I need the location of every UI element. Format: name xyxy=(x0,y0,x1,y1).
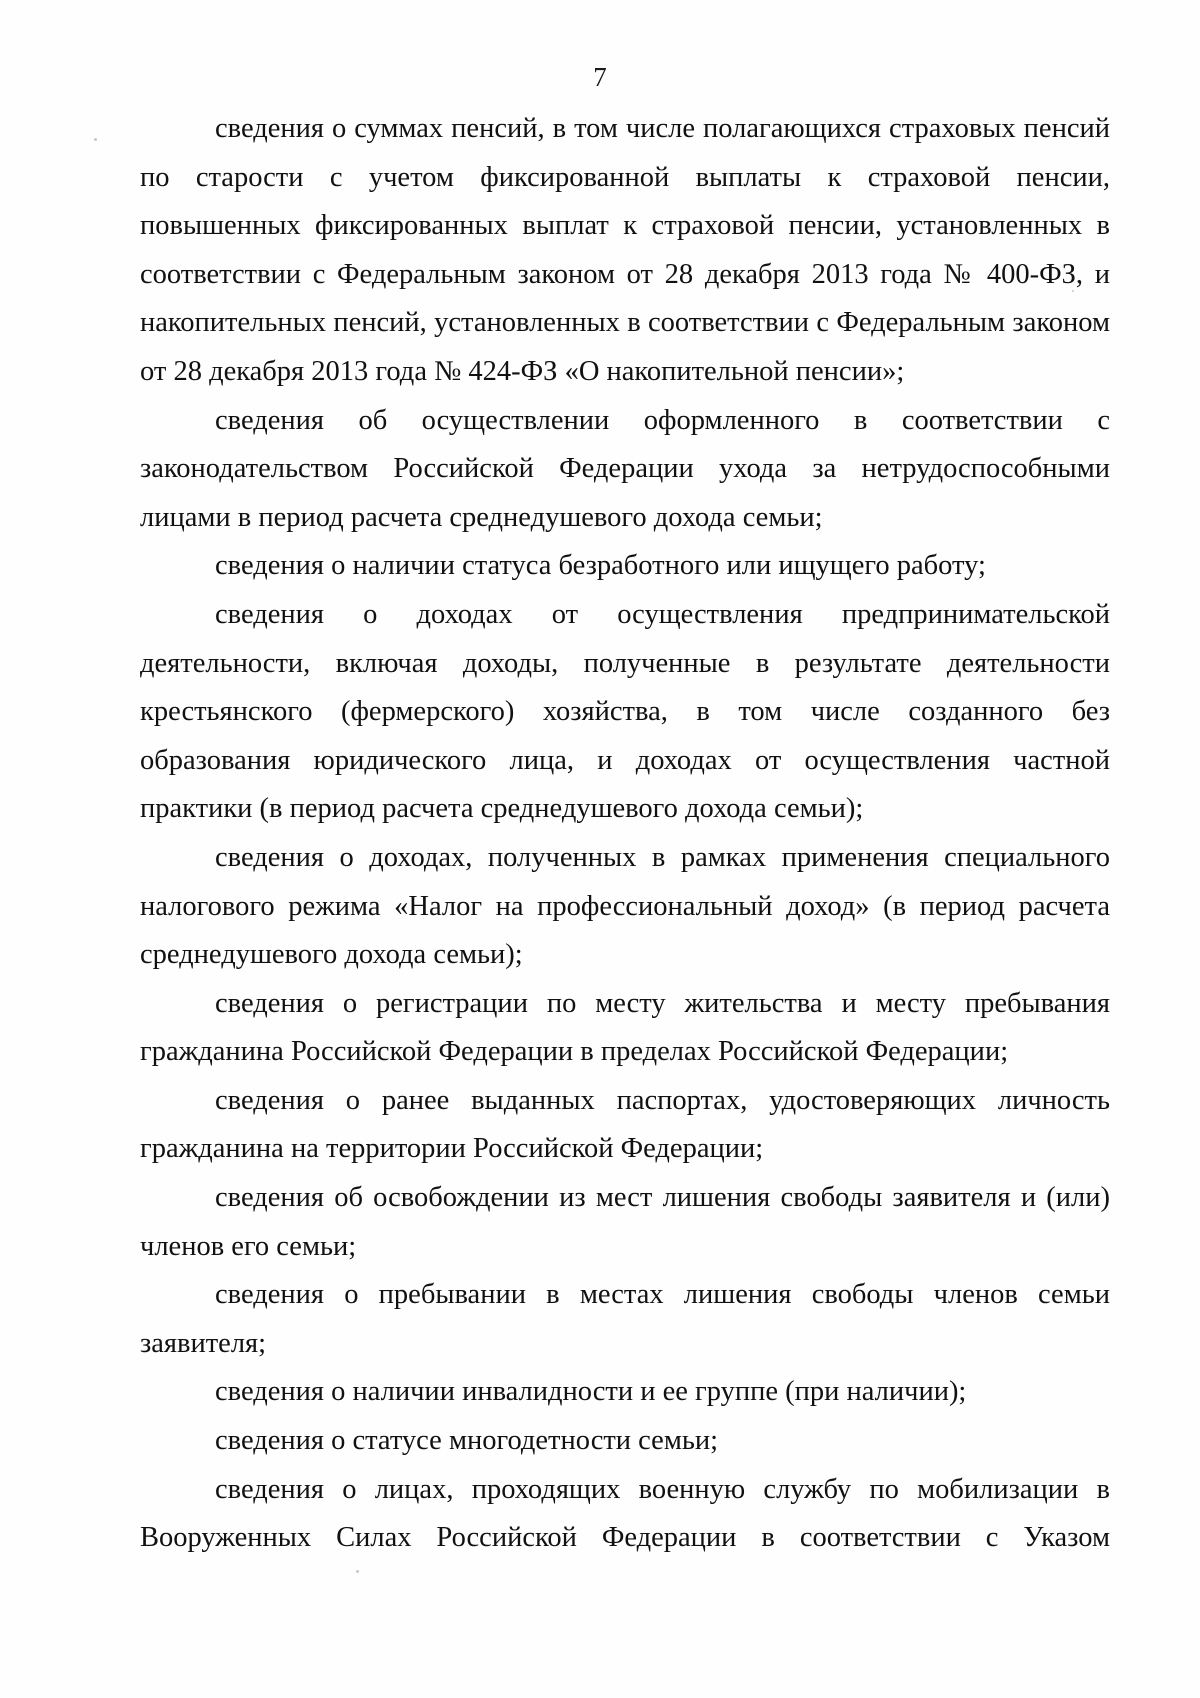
paragraph-large-family: сведения о статусе многодетности семьи; xyxy=(215,1425,719,1457)
paragraph-professional-income-tax: сведения о доходах, полученных в рамках применения специального налогового режима «Налог на профессиональный доход» (в период расчета среднедушевого дохода семьи); xyxy=(140,841,1110,971)
paragraph-business-income: сведения о доходах от осуществления предпринимательской деятельности, включая доходы, полученные в результате деятельности крестьянского (фермерского) хозяйства, в том числе созданного без образования юридического лица, и доходах от осуществления частной практики (в период расчета среднедушевого дохода семьи); xyxy=(140,598,1110,825)
scan-speck xyxy=(94,138,97,141)
paragraph-registration: сведения о регистрации по месту жительства и месту пребывания гражданина Российской Федерации в пределах Российской Федерации; xyxy=(140,987,1110,1068)
paragraph-pension-amounts: сведения о суммах пенсий, в том числе полагающихся страховых пенсий по старости с учетом фиксированной выплаты к страховой пенсии, повышенных фиксированных выплат к страховой пенсии, установленных в соответствии с Федеральным законом от 28 декабря 2013 года № 400-ФЗ, и накопительных пенсий, установленных в соответствии с Федеральным законом от 28 декабря 2013 года № 424-ФЗ «О накопительной пенсии»; xyxy=(140,113,1110,387)
scan-speck xyxy=(356,1570,359,1573)
paragraph-release-from-prison: сведения об освобождении из мест лишения свободы заявителя и (или) членов его семьи; xyxy=(140,1182,1110,1262)
paragraph-unemployed-status: сведения о наличии статуса безработного или ищущего работу; xyxy=(215,550,986,582)
page-number: 7 xyxy=(593,62,607,92)
paragraph-care-for-disabled: сведения об осуществлении оформленного в соответствии с законодательством Российской Федерации ухода за нетрудоспособными лицами в период расчета среднедушевого дохода семьи; xyxy=(140,404,1110,533)
document-body xyxy=(140,105,1110,1563)
scan-speck xyxy=(1072,290,1074,292)
paragraph-family-in-prison: сведения о пребывании в местах лишения свободы членов семьи заявителя; xyxy=(140,1279,1110,1359)
paragraph-passports: сведения о ранее выданных паспортах, удостоверяющих личность гражданина на территории Российской Федерации; xyxy=(140,1084,1110,1165)
paragraph-mobilization: сведения о лицах, проходящих военную службу по мобилизации в Вооруженных Силах Российской Федерации в соответствии с Указом xyxy=(140,1473,1110,1554)
paragraph-disability: сведения о наличии инвалидности и ее группе (при наличии); xyxy=(215,1376,967,1408)
